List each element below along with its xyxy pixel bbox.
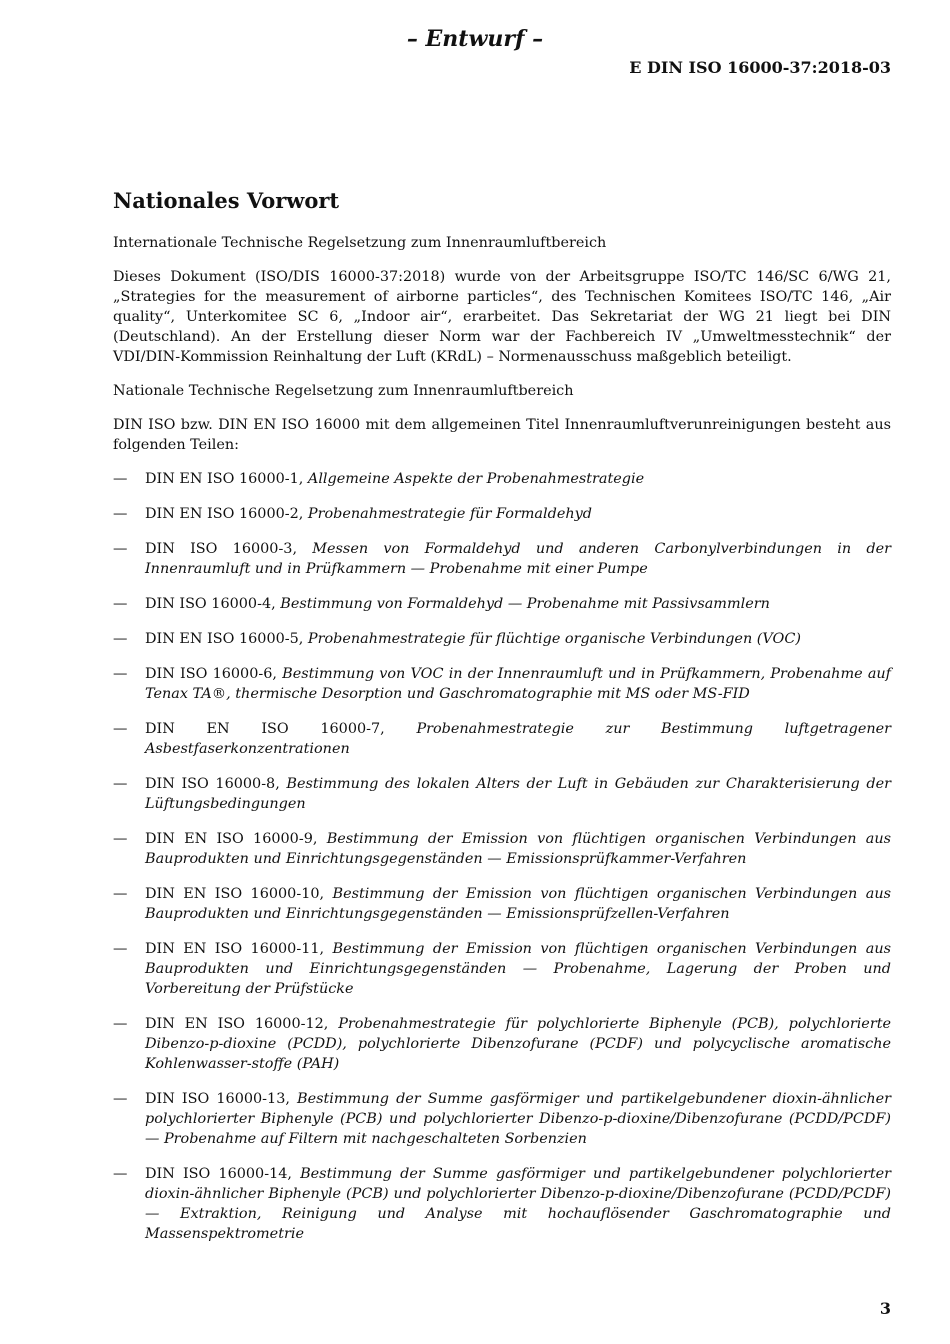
paragraph: DIN ISO bzw. DIN EN ISO 16000 mit dem allgemeinen Titel Innenraumluftverunreinigungen besteht aus folgenden Teilen: [113, 417, 891, 453]
standard-title: Bestimmung der Summe gasförmiger und partikelgebundener polychlorierter dioxin-ähnlicher Biphenyle (PCB) und polychlorierter Dibenzo-p-dioxine/Dibenzofurane (PCDD/PCDF) — Extraktion, Reinigung und Analyse mit hochauflösender Gaschromatographie und Massenspektrometrie [145, 1166, 892, 1242]
list-item [113, 829, 891, 869]
list-dash: — [113, 941, 128, 957]
draft-label: – Entwurf – [406, 26, 544, 52]
standard-ref: DIN EN ISO 16000-1, [145, 471, 308, 487]
list-item [113, 1014, 891, 1074]
list-item [113, 1089, 891, 1149]
list-dash: — [113, 471, 128, 487]
list-dash: — [113, 666, 128, 682]
list-dash: — [113, 631, 128, 647]
list-item [113, 594, 891, 614]
standard-ref: DIN EN ISO 16000-7, [145, 721, 417, 737]
standard-title: Probenahmestrategie zur Bestimmung luftgetragener Asbestfaserkonzentrationen [145, 721, 892, 757]
standard-ref: DIN EN ISO 16000-5, [145, 631, 308, 647]
list-item [113, 504, 891, 524]
list-dash: — [113, 721, 128, 737]
list-dash: — [113, 831, 128, 847]
standard-title: Allgemeine Aspekte der Probenahmestrategie [307, 471, 645, 487]
standard-ref: DIN ISO 16000-4, [145, 596, 281, 612]
standard-title: Probenahmestrategie für flüchtige organische Verbindungen (VOC) [307, 631, 801, 647]
standard-ref: DIN EN ISO 16000-11, [145, 941, 333, 957]
standard-title: Bestimmung von VOC in der Innenraumluft und in Prüfkammern, Probenahme auf Tenax TA®, thermische Desorption und Gaschromatographie mit MS oder MS-FID [145, 666, 891, 702]
list-dash: — [113, 1166, 128, 1182]
standard-ref: DIN EN ISO 16000-10, [145, 886, 333, 902]
paragraph: Internationale Technische Regelsetzung zum Innenraumluftbereich [113, 235, 607, 251]
list-item [113, 1164, 891, 1244]
list-item [113, 539, 891, 579]
standard-ref: DIN ISO 16000-8, [145, 776, 287, 792]
list-item [113, 629, 891, 649]
list-dash: — [113, 506, 128, 522]
standard-title: Bestimmung der Emission von flüchtigen organischen Verbindungen aus Bauprodukten und Einrichtungsgegenständen — Emissionsprüfkammer-Verfahren [145, 831, 892, 867]
standard-ref: DIN ISO 16000-14, [145, 1166, 301, 1182]
list-dash: — [113, 1016, 128, 1032]
list-item [113, 719, 891, 759]
standard-ref: DIN ISO 16000-3, [145, 541, 313, 557]
page-number: 3 [879, 1299, 891, 1318]
paragraph: Nationale Technische Regelsetzung zum Innenraumluftbereich [113, 383, 574, 399]
standard-ref: DIN EN ISO 16000-2, [145, 506, 308, 522]
standard-title: Probenahmestrategie für Formaldehyd [307, 506, 592, 522]
standard-title: Bestimmung der Summe gasförmiger und partikelgebundener dioxin-ähnlicher polychlorierter Biphenyle (PCB) und polychlorierter Dibenzo-p-dioxine/Dibenzofurane (PCDD/PCDF) — Probenahme auf Filtern mit nachgeschalteten Sorbenzien [145, 1091, 891, 1147]
standard-ref: DIN ISO 16000-13, [145, 1091, 298, 1107]
standard-ref: DIN EN ISO 16000-9, [145, 831, 327, 847]
list-dash: — [113, 776, 128, 792]
list-item [113, 774, 891, 814]
paragraph: Dieses Dokument (ISO/DIS 16000-37:2018) wurde von der Arbeitsgruppe ISO/TC 146/SC 6/WG 21, „Strategies for the measurement of airborne particles“, des Technischen Komitees ISO/TC 146, „Air quality“, Unterkomitee SC 6, „Indoor air“, erarbeitet. Das Sekretariat der WG 21 liegt bei DIN (Deutschland). An der Erstellung dieser Norm war der Fachbereich IV „Umweltmesstechnik“ der VDI/DIN-Kommission Reinhaltung der Luft (KRdL) – Normenausschuss maßgeblich beteiligt. [113, 269, 891, 365]
document-id: E DIN ISO 16000-37:2018-03 [629, 58, 891, 77]
standard-title: Probenahmestrategie für polychlorierte Biphenyle (PCB), polychlorierte Dibenzo-p-dioxine (PCDD), polychlorierte Dibenzofurane (PCDF) und polycyclische aromatische Kohlenwasser-stoffe (PAH) [145, 1016, 891, 1072]
document-body [113, 188, 891, 1259]
list-dash: — [113, 886, 128, 902]
list-dash: — [113, 541, 128, 557]
standard-title: Bestimmung der Emission von flüchtigen organischen Verbindungen aus Bauprodukten und Einrichtungsgegenständen — Emissionsprüfzellen-Verfahren [145, 886, 891, 922]
standard-title: Bestimmung der Emission von flüchtigen organischen Verbindungen aus Bauprodukten und Einrichtungsgegenständen — Probenahme, Lagerung der Proben und Vorbereitung der Prüfstücke [145, 941, 891, 997]
list-item [113, 469, 891, 489]
list-dash: — [113, 1091, 128, 1107]
list-dash: — [113, 596, 128, 612]
standards-list [113, 469, 891, 1244]
standard-title: Bestimmung des lokalen Alters der Luft in Gebäuden zur Charakterisierung der Lüftungsbedingungen [145, 776, 891, 812]
list-item [113, 664, 891, 704]
list-item [113, 884, 891, 924]
standard-ref: DIN ISO 16000-6, [145, 666, 283, 682]
list-item [113, 939, 891, 999]
section-heading: Nationales Vorwort [113, 188, 340, 213]
standard-title: Bestimmung von Formaldehyd — Probenahme mit Passivsammlern [280, 596, 770, 612]
standard-ref: DIN EN ISO 16000-12, [145, 1016, 339, 1032]
standard-title: Messen von Formaldehyd und anderen Carbonylverbindungen in der Innenraumluft und in Prüfkammern — Probenahme mit einer Pumpe [145, 541, 892, 577]
